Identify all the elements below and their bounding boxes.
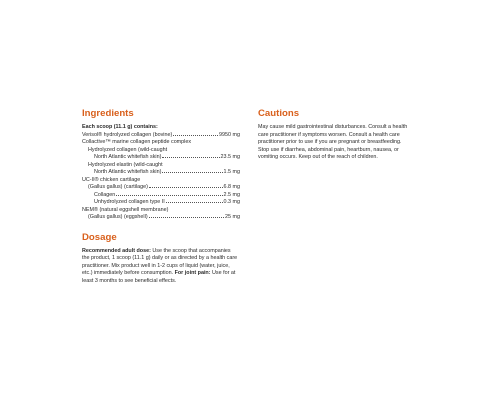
ingredient-label: North Atlantic whitefish skin) — [94, 169, 162, 175]
ingredient-amount: 6.8 mg — [223, 184, 240, 190]
nem-line: NEM® (natural eggshell membrane) — [82, 206, 169, 213]
dot-leader — [166, 202, 223, 203]
hydrolyzed-elastin-line: Hydrolyzed elastin (wild-caught — [88, 161, 163, 168]
collactive-line: Collactive™ marine collagen peptide complex — [82, 139, 192, 145]
cautions-heading: Cautions — [258, 108, 300, 119]
ingredient-amount: 23.5 mg — [220, 154, 240, 160]
dosage-line: practitioner. Mix product well in 1-2 cups of liquid (water, juice, — [82, 262, 230, 269]
dosage-line-text: Use for at — [210, 270, 236, 276]
dot-leader — [173, 135, 218, 136]
cautions-line: vomiting occurs. Keep out of the reach of children. — [258, 154, 378, 160]
cautions-line: practitioner prior to use if you are pregnant or breastfeeding. — [258, 139, 402, 145]
ingredient-amount: 2.5 mg — [223, 191, 240, 198]
cautions-text — [258, 124, 418, 162]
dot-leader — [162, 172, 222, 173]
ingredient-label: Unhydrolyzed collagen type II — [94, 199, 165, 205]
ingredient-label: (Gallus gallus) (cartilage) — [88, 184, 148, 190]
ingredient-row-whitefish-collagen — [82, 154, 240, 162]
ingredient-label: North Atlantic whitefish skin) — [94, 154, 162, 160]
ingredient-amount: 0.3 mg — [223, 199, 240, 205]
hydrolyzed-collagen-line: Hydrolyzed collagen (wild-caught — [88, 146, 168, 153]
dot-leader — [116, 195, 222, 196]
ingredient-amount: 9950 mg — [219, 131, 240, 138]
right-column — [258, 108, 418, 162]
ingredient-label: Verisol® hydrolyzed collagen (bovine) — [82, 131, 173, 138]
joint-pain-label: For joint pain: — [174, 270, 211, 276]
dosage-line: least 3 months to see beneficial effects. — [82, 277, 177, 284]
dosage-line — [82, 270, 240, 278]
ingredient-row-collagen — [82, 192, 240, 200]
cautions-line: May cause mild gastrointestinal disturbances. Consult a health — [258, 124, 408, 130]
ingredient-label: (Gallus gallus) (eggshell) — [88, 214, 148, 220]
ingredient-row-gallus-cartilage — [82, 184, 240, 192]
dosage-text — [82, 248, 240, 286]
scoop-heading: Each scoop (11.1 g) contains: — [82, 124, 158, 130]
ingredient-row-unhydrolyzed-collagen — [82, 199, 240, 207]
cautions-line: Stop use if diarrhea, abdominal pain, heartburn, nausea, or — [258, 146, 399, 153]
dot-leader — [149, 217, 224, 218]
dosage-line — [82, 248, 240, 256]
dot-leader — [162, 157, 219, 158]
ingredient-label: Collagen — [94, 191, 116, 198]
ingredient-amount: 1.5 mg — [223, 169, 240, 175]
recommended-dose-label: Recommended adult dose: — [82, 247, 151, 254]
ingredient-row-verisol — [82, 132, 240, 140]
dot-leader — [149, 187, 223, 188]
ingredients-heading: Ingredients — [82, 108, 134, 119]
ingredient-amount: 25 mg — [225, 214, 240, 220]
left-column — [82, 108, 240, 285]
dosage-line-text: etc.) immediately before consumption. — [82, 270, 175, 276]
dosage-line-text: Use the scoop that accompanies — [150, 247, 231, 254]
ucii-line: UC-II® chicken cartilage — [82, 176, 141, 183]
dosage-heading: Dosage — [82, 231, 117, 243]
ingredient-row-eggshell — [82, 214, 240, 222]
dosage-line: the product, 1 scoop (11.1 g) daily or as directed by a health care — [82, 255, 238, 261]
ingredient-row-whitefish-elastin — [82, 169, 240, 177]
cautions-line: care practitioner if symptoms worsen. Consult a health care — [258, 131, 400, 138]
